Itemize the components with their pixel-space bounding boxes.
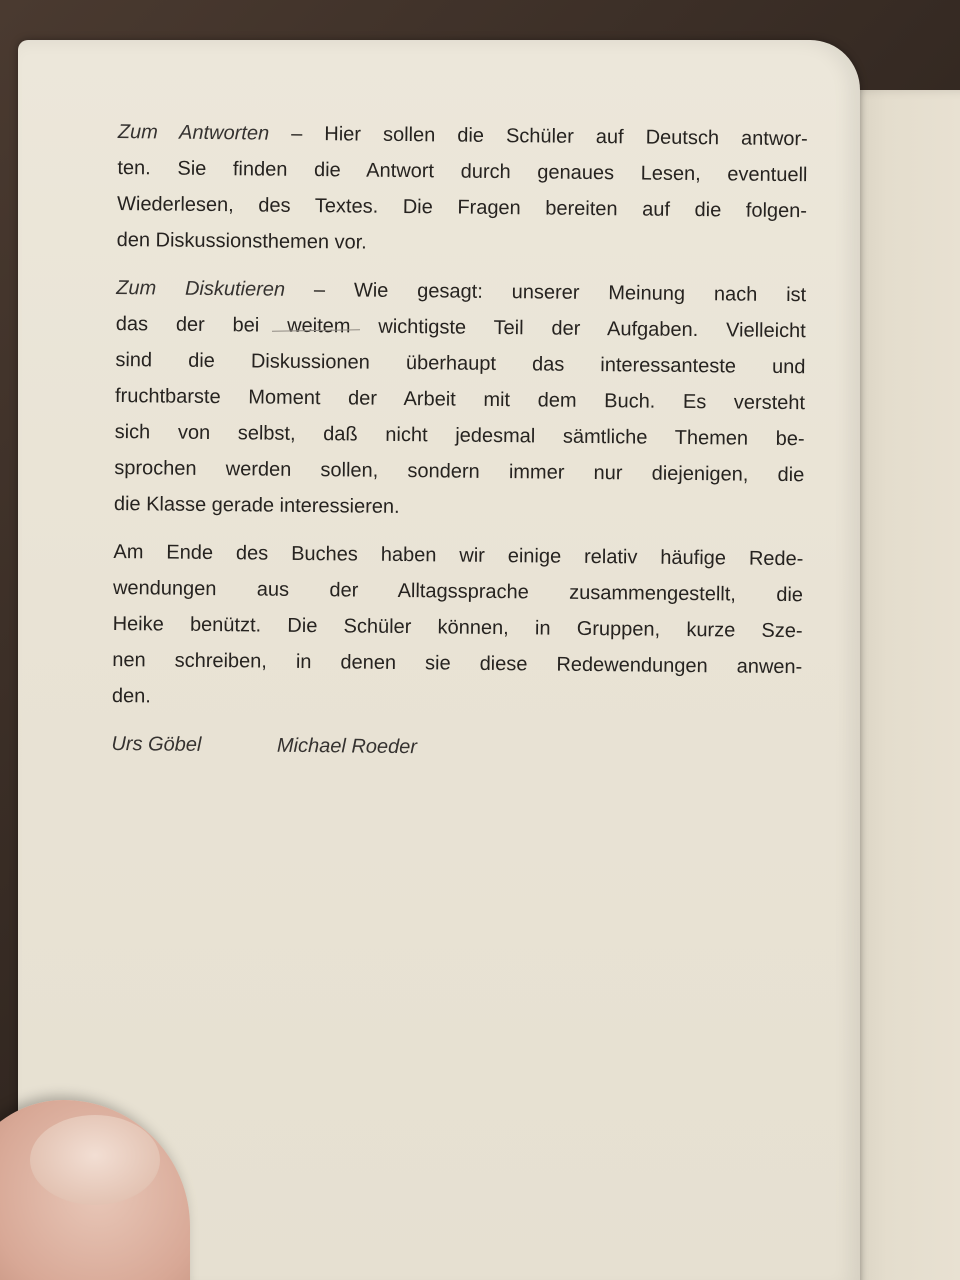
thumbnail-nail — [30, 1115, 160, 1205]
text-line: wendungen aus der Alltagssprache zusammengestellt, die — [112, 576, 804, 607]
text-line: nen schreiben, in denen sie diese Redewendungen anwen- — [112, 648, 803, 679]
text-line: die Klasse gerade interessieren. — [113, 492, 400, 518]
next-page-edge — [846, 90, 960, 1280]
paragraph-zum-diskutieren — [114, 270, 807, 529]
text-line: sind die Diskussionen überhaupt das interessanteste und — [115, 348, 806, 379]
text-line: Zum Diskutieren – Wie gesagt: unserer Meinung nach ist — [116, 276, 807, 307]
text-line: Wiederlesen, des Textes. Die Fragen bereiten auf die folgen- — [116, 192, 808, 223]
paragraph-lead: Zum Antworten — [117, 120, 270, 145]
paragraph-lead: Zum Diskutieren — [116, 276, 286, 301]
text-line: sich von selbst, daß nicht jedesmal sämtliche Themen be- — [114, 420, 805, 451]
text-line: ten. Sie finden die Antwort durch genaues Lesen, eventuell — [117, 156, 808, 187]
text-line: das der bei weitem wichtigste Teil der Aufgaben. Vielleicht — [115, 312, 806, 343]
text-line: Zum Antworten – Hier sollen die Schüler auf Deutsch antwor- — [117, 120, 808, 151]
page-text — [111, 114, 808, 769]
paragraph-zum-antworten — [116, 114, 807, 265]
text-line: den Diskussionsthemen vor. — [116, 228, 367, 254]
text-line: sprochen werden sollen, sondern immer nur diejenigen, die — [114, 456, 805, 487]
text-line: Am Ende des Buches haben wir einige relativ häufige Rede- — [113, 540, 804, 571]
author-name: Michael Roeder — [276, 734, 418, 759]
text-line: den. — [111, 684, 151, 708]
paragraph-redewendungen — [112, 534, 804, 721]
text-line: fruchtbarste Moment der Arbeit mit dem Buch. Es versteht — [114, 384, 806, 415]
text-line: Heike benützt. Die Schüler können, in Gruppen, kurze Sze- — [112, 612, 803, 643]
author-signatures — [111, 726, 801, 769]
book-page — [18, 40, 860, 1280]
author-name: Urs Göbel — [111, 732, 202, 756]
